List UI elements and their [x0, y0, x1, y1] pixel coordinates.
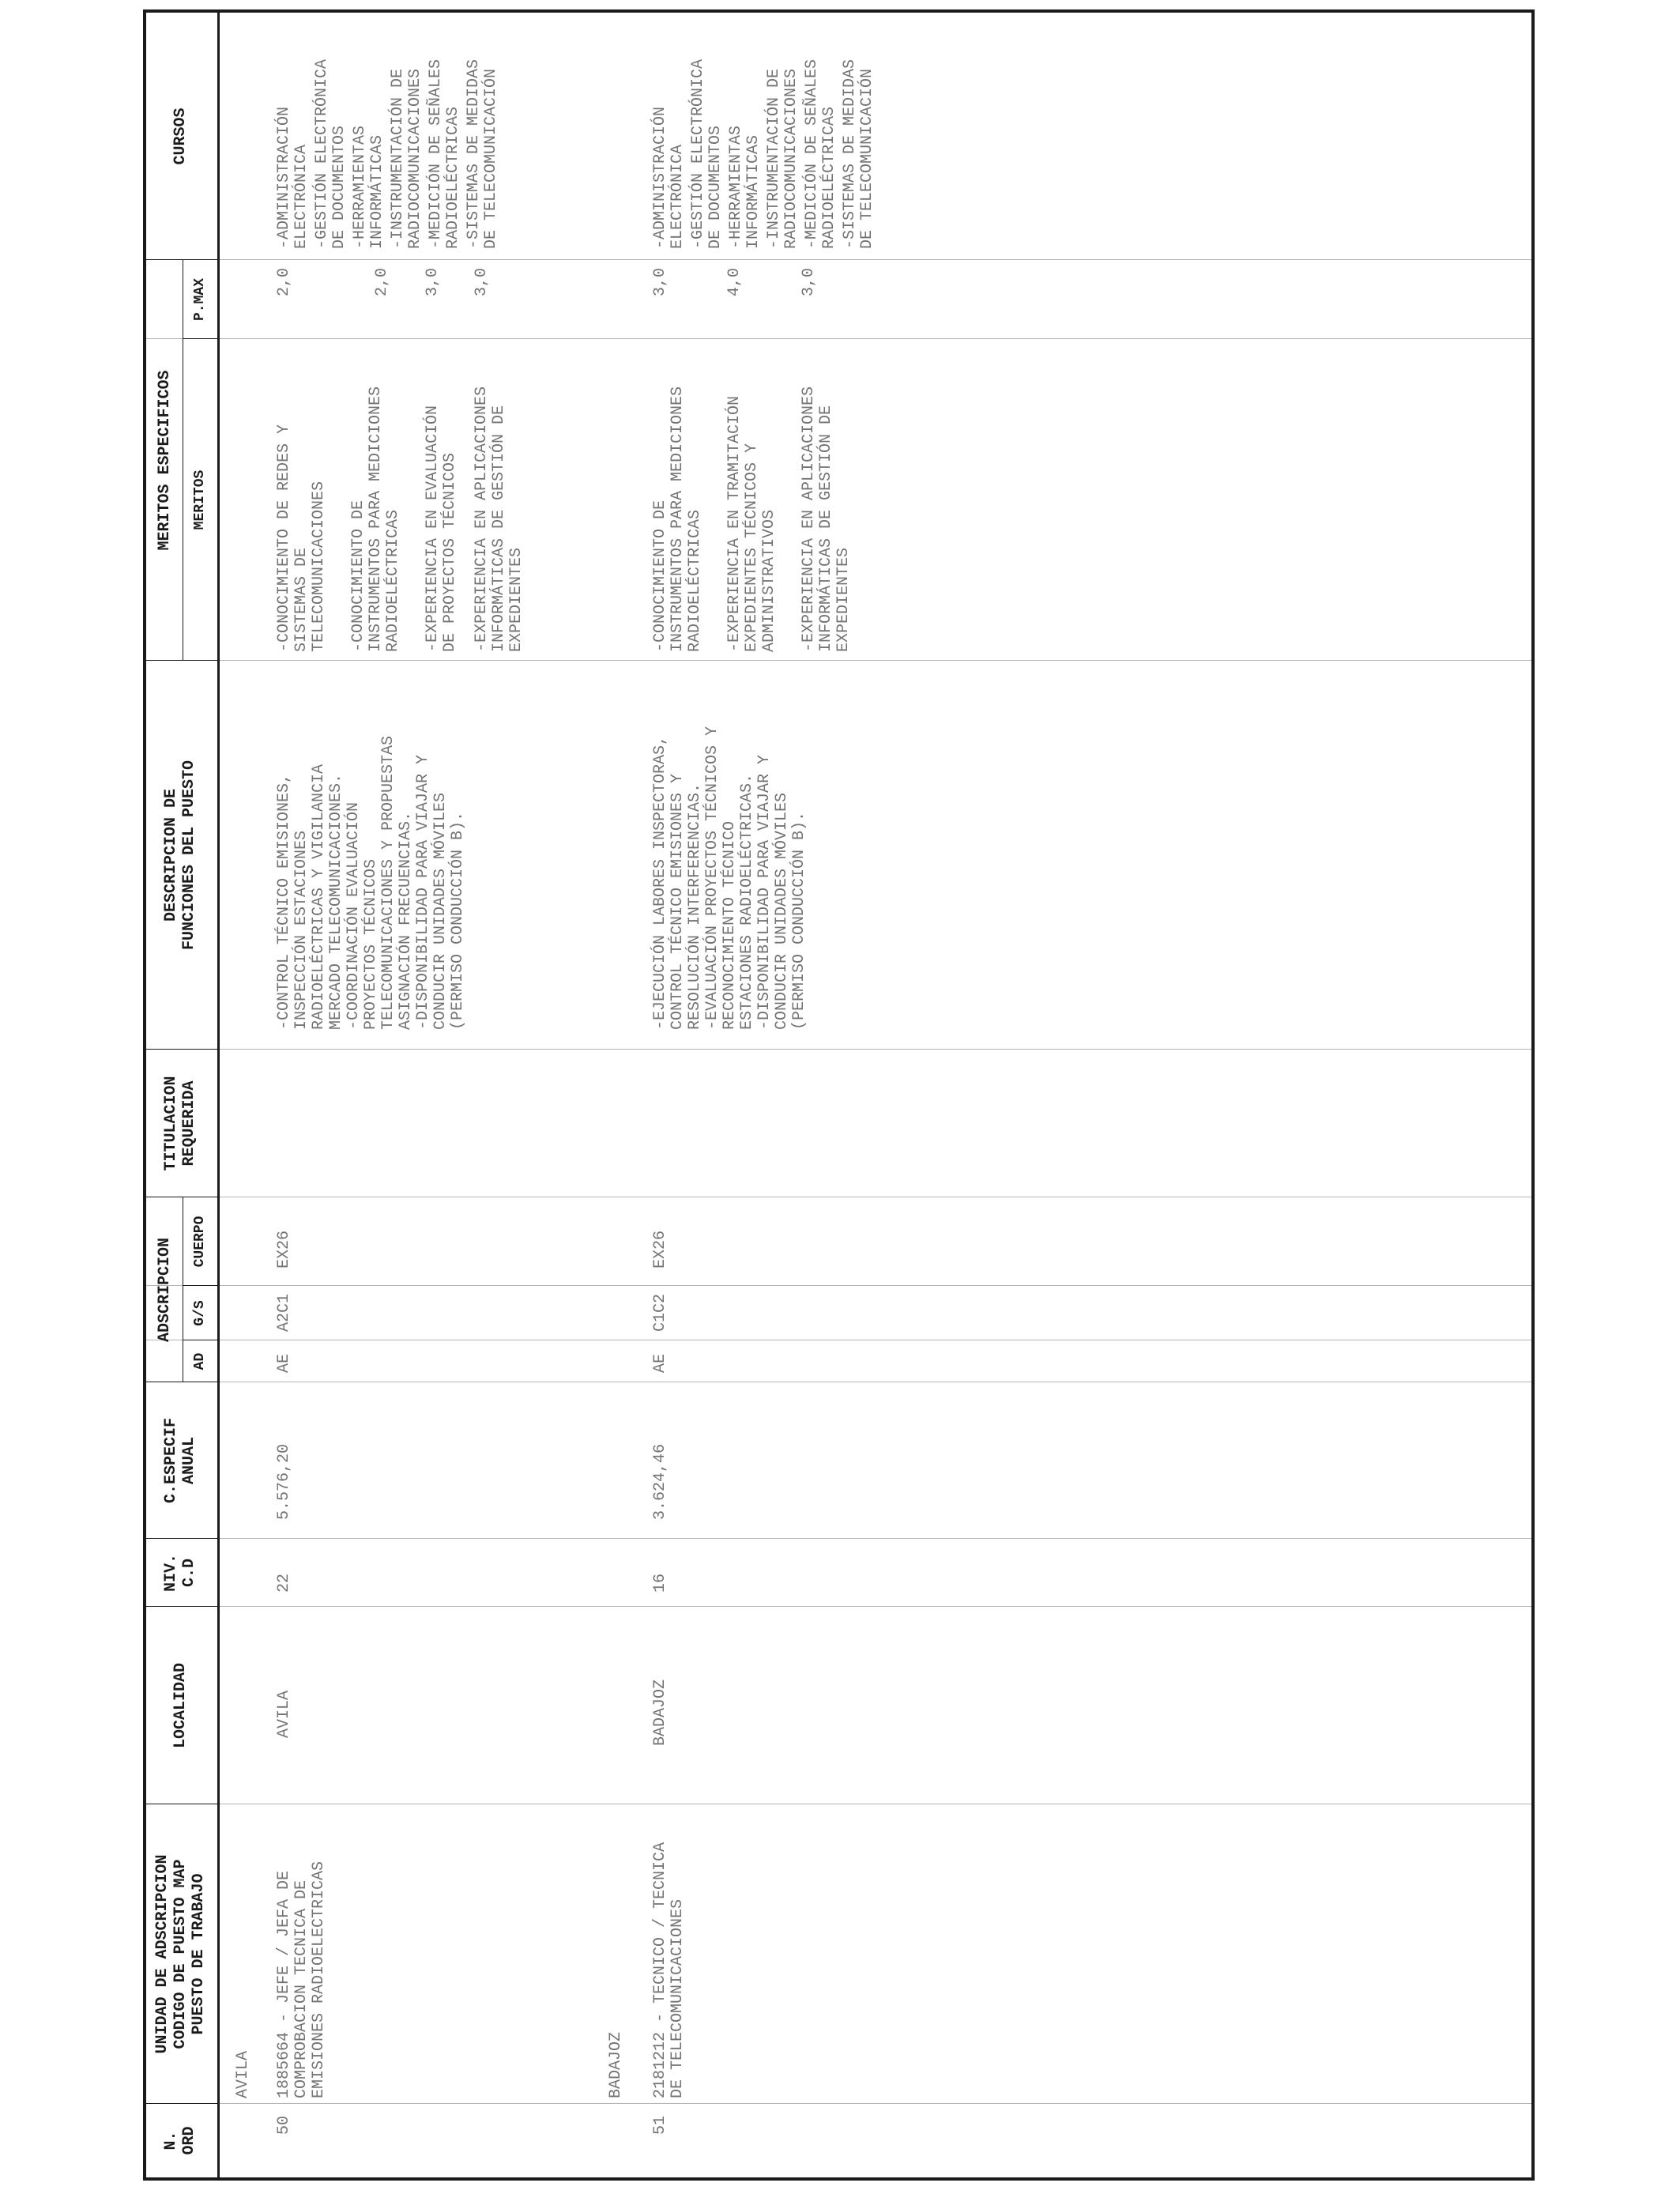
curso-item: -ADMINISTRACIÓN ELECTRÓNICA [275, 106, 311, 249]
column-divider [146, 259, 1531, 260]
curso-item: -HERRAMIENTAS INFORMÁTICAS [727, 125, 763, 249]
merito-item: -EXPERIENCIA EN TRAMITACIÓN EXPEDIENTES TÉCNICOS Y ADMINISTRATIVOS [725, 395, 778, 652]
header-cuerpo: CUERPO [192, 1216, 208, 1268]
ad-value: AE [651, 1353, 669, 1373]
curso-item: -INSTRUMENTACIÓN DE RADIOCOMUNICACIONES [765, 68, 800, 249]
curso-item: -MEDICIÓN DE SEÑALES RADIOELÉCTRICAS [427, 58, 462, 249]
curso-item: -SISTEMAS DE MEDIDAS DE TELECOMUNICACIÓN [841, 58, 876, 249]
pmax-value: 3,0 [473, 268, 491, 297]
header-ad: AD [192, 1352, 208, 1370]
merito-item: -CONOCIMIENTO DE REDES Y SISTEMAS DE TELECOMUNICACIONES [275, 424, 328, 652]
curso-item: -ADMINISTRACIÓN ELECTRÓNICA [651, 106, 687, 249]
merito-item: -EXPERIENCIA EN EVALUACIÓN DE PROYECTOS TÉCNICOS [424, 405, 459, 652]
nivel-value: 22 [275, 1573, 293, 1593]
cuerpo-value: EX26 [651, 1230, 669, 1269]
curso-item: -GESTIÓN ELECTRÓNICA DE DOCUMENTOS [689, 58, 725, 249]
gs-value: C1C2 [651, 1293, 669, 1332]
puesto-title: 2181212 - TECNICO / TECNICA DE TELECOMUNICACIONES [651, 1842, 687, 2098]
column-divider [146, 1049, 1531, 1050]
ord-number: 51 [651, 2116, 669, 2136]
descripcion-value: -CONTROL TÉCNICO EMISIONES, INSPECCIÓN ESTACIONES RADIOELÉCTRICAS Y VIGILANCIA MERCADO TELECOMUNICACIONES. -COORDINACIÓN EVALUACIÓN PROYECTOS TÉCNICOS TELECOMUNICACIONES Y PROPUESTAS ASIGNACIÓN FRECUENCIAS. -DISPONIBILIDAD PARA VIAJAR Y CONDUCIR UNIDADES MÓVILES (PERMISO CONDUCCIÓN B). [275, 735, 467, 1030]
header-adscripcion: ADSCRIPCION [156, 1237, 174, 1343]
ad-value: AE [275, 1353, 293, 1373]
rotated-table [146, 13, 1531, 2177]
header-gs: G/S [192, 1300, 208, 1326]
pmax-value: 3,0 [424, 268, 442, 297]
pmax-value: 3,0 [800, 268, 818, 297]
merito-item: -EXPERIENCIA EN APLICACIONES INFORMÁTICAS DE GESTIÓN DE EXPEDIENTES [473, 386, 525, 652]
column-divider [146, 1606, 1531, 1607]
header-cursos: CURSOS [171, 107, 190, 165]
document-table-frame [143, 9, 1535, 2181]
header-meritos-especificos: MERITOS ESPECIFICOS [156, 370, 174, 551]
descripcion-value: -EJECUCIÓN LABORES INSPECTORAS, CONTROL TÉCNICO EMISIONES Y RESOLUCIÓN INTERFERENCIAS. -EVALUACIÓN PROYECTOS TÉCNICOS Y RECONOCIMIENTO TÉCNICO ESTACIONES RADIOELÉCTRICAS. -DISPONIBILIDAD PARA VIAJAR Y CONDUCIR UNIDADES MÓVILES (PERMISO CONDUCCIÓN B). [651, 726, 808, 1030]
header-especif: C.ESPECIF ANUAL [162, 1417, 198, 1504]
merito-item: -CONOCIMIENTO DE INSTRUMENTOS PARA MEDICIONES RADIOELÉCTRICAS [349, 386, 402, 652]
especif-value: 5.576,20 [275, 1443, 293, 1520]
especif-value: 3.624,46 [651, 1443, 669, 1520]
pmax-value: 2,0 [373, 268, 391, 297]
curso-item: -MEDICIÓN DE SEÑALES RADIOELÉCTRICAS [803, 58, 838, 249]
province-label: AVILA [234, 2050, 252, 2098]
localidad-value: AVILA [275, 1690, 293, 1738]
nivel-value: 16 [651, 1573, 669, 1593]
pmax-value: 3,0 [651, 268, 669, 297]
column-divider [146, 660, 1531, 661]
province-label: BADAJOZ [607, 2031, 625, 2098]
header-ord: N. ORD [162, 2126, 198, 2155]
header-rule [217, 13, 220, 2177]
pmax-value: 4,0 [725, 268, 744, 297]
ord-number: 50 [275, 2116, 293, 2136]
localidad-value: BADAJOZ [651, 1679, 669, 1746]
curso-item: -SISTEMAS DE MEDIDAS DE TELECOMUNICACIÓN [465, 58, 500, 249]
column-divider [146, 2103, 1531, 2104]
pmax-value: 2,0 [275, 268, 293, 297]
header-nivel: NIV. C.D [162, 1554, 198, 1593]
curso-item: -GESTIÓN ELECTRÓNICA DE DOCUMENTOS [313, 58, 348, 249]
column-divider [146, 1285, 1531, 1286]
merito-item: -CONOCIMIENTO DE INSTRUMENTOS PARA MEDICIONES RADIOELÉCTRICAS [651, 386, 704, 652]
puesto-title: 1885664 - JEFE / JEFA DE COMPROBACION TECNICA DE EMISIONES RADIOELECTRICAS [275, 1860, 328, 2098]
merito-item: -EXPERIENCIA EN APLICACIONES INFORMÁTICAS DE GESTIÓN DE EXPEDIENTES [800, 386, 853, 652]
header-pmax: P.MAX [192, 278, 208, 322]
header-titulacion: TITULACION REQUERIDA [162, 1076, 198, 1171]
cuerpo-value: EX26 [275, 1230, 293, 1269]
header-unidad: UNIDAD DE ADSCRIPCION CODIGO DE PUESTO MAP PUESTO DE TRABAJO [153, 1854, 208, 2054]
curso-item: -HERRAMIENTAS INFORMÁTICAS [351, 125, 386, 249]
header-meritos: MERITOS [192, 469, 208, 530]
column-divider [146, 1538, 1531, 1539]
header-localidad: LOCALIDAD [171, 1662, 190, 1749]
curso-item: -INSTRUMENTACIÓN DE RADIOCOMUNICACIONES [389, 68, 424, 249]
header-descripcion: DESCRIPCION DE FUNCIONES DEL PUESTO [162, 760, 198, 951]
gs-value: A2C1 [275, 1293, 293, 1332]
